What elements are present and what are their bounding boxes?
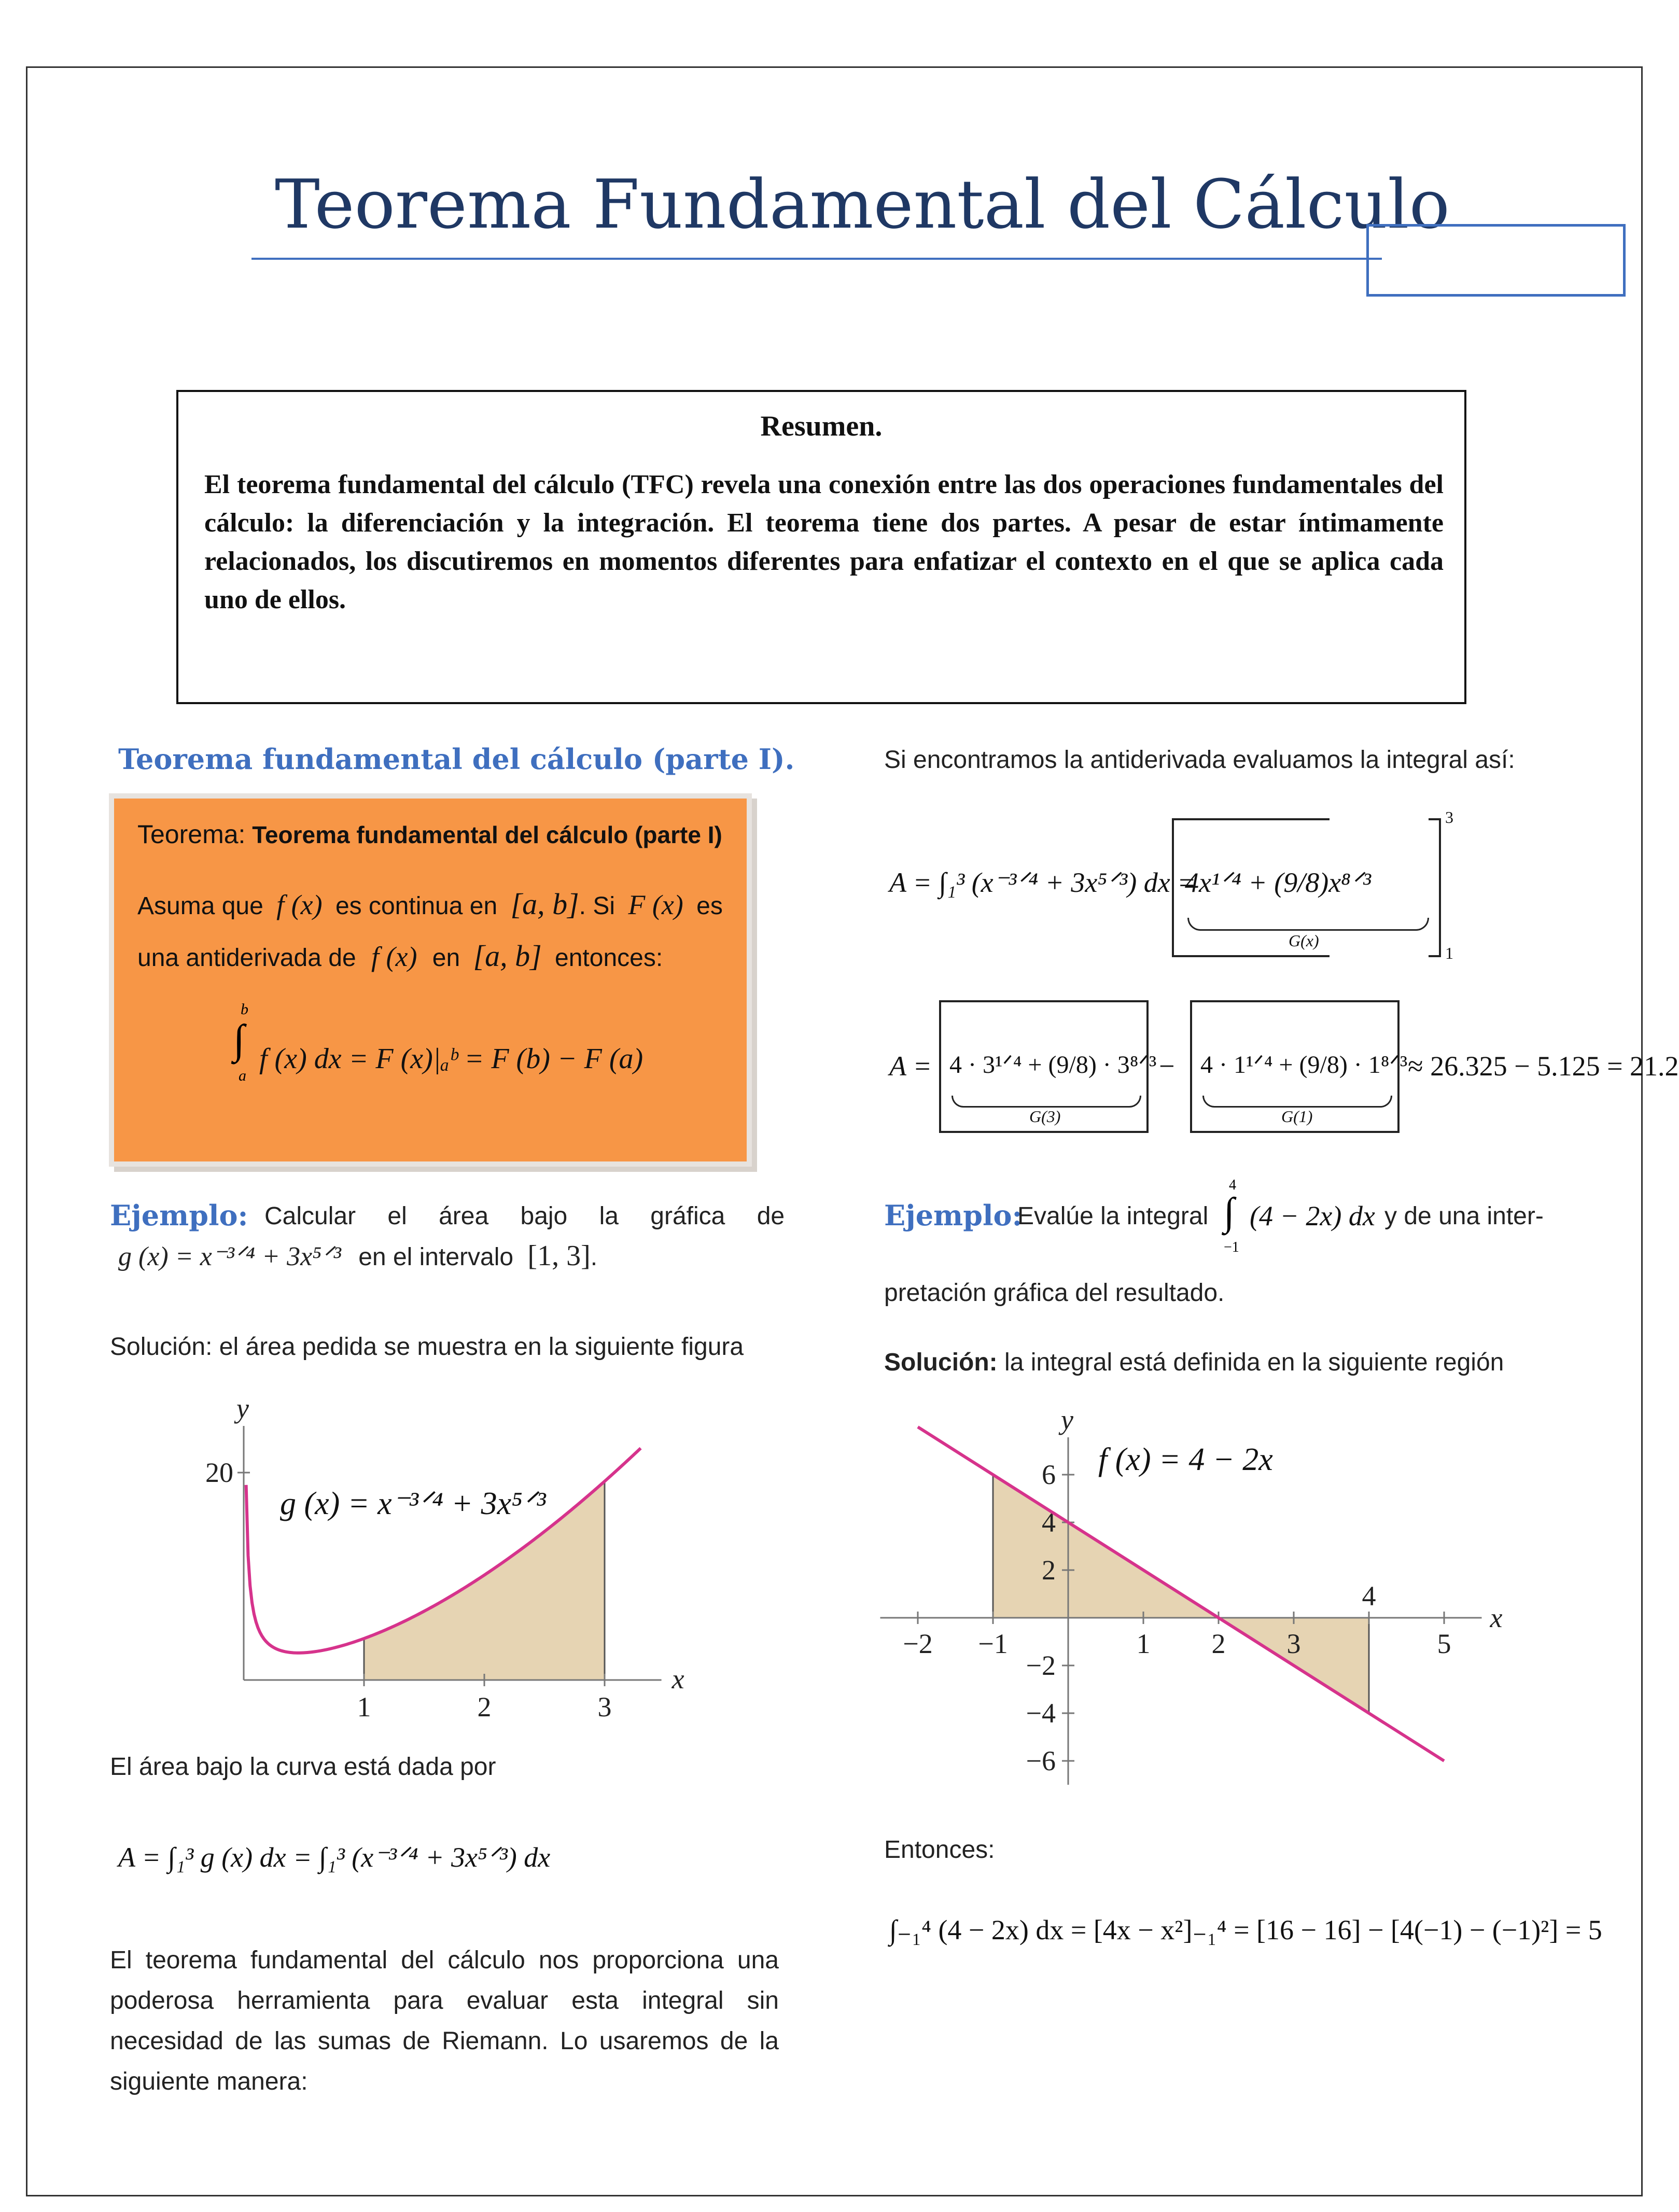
chart-area-under-curve [187, 1359, 684, 1732]
theorem-name: Teorema fundamental del cálculo (parte I) [252, 821, 722, 848]
x-tick-label: 2 [1211, 1628, 1226, 1659]
example1-text-b: en el intervalo [358, 1243, 514, 1271]
example2-text-c: pretación gráfica del resultado. [884, 1279, 1225, 1307]
example1-label: Ejemplo: [110, 1199, 248, 1232]
eq2-underbrace-G3 [952, 1096, 1141, 1108]
x-tick-label: 5 [1437, 1628, 1451, 1659]
theorem-line-1 [137, 887, 723, 921]
theorem-fx: f (x) [371, 941, 417, 972]
y-tick-label: −4 [1026, 1698, 1056, 1729]
eq2-G3-label: G(3) [1029, 1107, 1061, 1126]
example2-text-b: y de una inter- [1384, 1202, 1544, 1230]
x-tick-label: 1 [357, 1691, 371, 1723]
theorem-text: una antiderivada de [137, 944, 356, 972]
solution2-label: Solución: [884, 1349, 998, 1376]
theorem-Fx: F (x) [628, 889, 683, 920]
theorem-text: Asuma que [137, 892, 263, 920]
x-tick-label: −1 [978, 1628, 1008, 1659]
theorem-text: . Si [579, 892, 615, 920]
x-tick-label: 1 [1136, 1628, 1151, 1659]
theorem-fx: f (x) [276, 889, 323, 920]
x-tick-label: 3 [1286, 1628, 1301, 1659]
theorem-label: Teorema: [137, 820, 246, 849]
example1-text-c: . [590, 1243, 598, 1271]
theorem-text: en [432, 944, 460, 972]
limit-upper: 4 [1229, 1177, 1236, 1193]
example1-line2 [118, 1239, 597, 1272]
eq1-lower: 1 [1445, 944, 1453, 962]
theorem-formula: f (x) dx = F (x)|ₐᵇ = F (b) − F (a) [259, 1043, 643, 1075]
example2-text-a: Evalúe la integral [1017, 1202, 1209, 1230]
eq1-upper: 3 [1445, 808, 1453, 827]
eq2-lhs: A = [889, 1051, 932, 1082]
eq2 [889, 998, 1679, 1133]
eq1-G: 4x¹ᐟ⁴ + (9/8)x⁸ᐟ³ [1185, 867, 1371, 898]
y-tick-label: −6 [1026, 1745, 1056, 1776]
y-tick-label: 4 [1042, 1507, 1056, 1538]
theorem-text: entonces: [555, 944, 663, 972]
example2-label: Ejemplo: [884, 1199, 1023, 1232]
theorem-interval: [a, b] [510, 887, 579, 921]
y-tick-label: 20 [205, 1457, 233, 1488]
example1-interval: [1, 3] [527, 1240, 591, 1272]
solution2-line [884, 1348, 1504, 1377]
eq2-minus: − [1159, 1051, 1175, 1082]
abstract-body: El teorema fundamental del cálculo (TFC) revela una conexión entre las dos operaciones fundamentales del cálculo: la diferenciación y la integración. El teorema tiene dos partes. A pesar de estar íntimamente relacionados, los discutiremos en momentos diferentes para enfatizar el contexto en el que se aplica cada uno de ellos. [204, 470, 1444, 614]
function-label: g (x) = x⁻³ᐟ⁴ + 3x⁵ᐟ³ [280, 1486, 546, 1521]
limit-lower: −1 [1224, 1239, 1239, 1255]
theorem-text: es continua en [335, 892, 498, 920]
then-text: Entonces: [884, 1836, 995, 1864]
abstract-heading: Resumen. [760, 410, 883, 442]
example2-integrand: (4 − 2x) dx [1250, 1200, 1375, 1231]
eq1 [889, 808, 1615, 970]
y-tick-label: 6 [1042, 1459, 1056, 1490]
theorem-line-2 [137, 939, 663, 973]
area-text: El área bajo la curva está dada por [110, 1753, 496, 1781]
example1-text-a: Calcular el área bajo la gráfica de [264, 1202, 785, 1230]
y-tick-label: −2 [1026, 1650, 1056, 1681]
eq1-underbrace [1187, 918, 1429, 931]
example1-gfunc: g (x) = x⁻³ᐟ⁴ + 3x⁵ᐟ³ [118, 1242, 341, 1271]
eq2-G1: 4 · 1¹ᐟ⁴ + (9/8) · 1⁸ᐟ³ [1200, 1051, 1408, 1079]
eq1-bracket-right [1429, 818, 1441, 957]
x-tick-label: 2 [477, 1691, 492, 1723]
x-tick-label: −2 [903, 1628, 933, 1659]
limit-upper: b [241, 1001, 248, 1018]
chart-linear-function [882, 1390, 1514, 1794]
section-heading: Teorema fundamental del cálculo (parte I). [118, 743, 795, 776]
theorem-text: es [696, 892, 723, 920]
x-axis-label: x [1490, 1602, 1503, 1633]
eq2-G1-label: G(1) [1281, 1107, 1313, 1126]
y-axis-label: y [1061, 1404, 1073, 1435]
example2-integral-sign: 4 ∫ −1 [1224, 1177, 1239, 1255]
eq2-underbrace-G1 [1202, 1096, 1392, 1108]
eq2-G3: 4 · 3¹ᐟ⁴ + (9/8) · 3⁸ᐟ³ [949, 1051, 1157, 1079]
theorem-integral-sign: b ∫ a [233, 1001, 248, 1084]
solution1-text: Solución: el área pedida se muestra en la siguiente figura [110, 1333, 744, 1361]
x-tick-label-above: 4 [1362, 1580, 1376, 1612]
right-intro: Si encontramos la antiderivada evaluamos la integral así: [884, 746, 1515, 774]
eq1-lhs: A = ∫₁³ (x⁻³ᐟ⁴ + 3x⁵ᐟ³) dx = [889, 867, 1196, 898]
abstract-box [176, 390, 1466, 704]
x-tick-label: 3 [597, 1691, 612, 1723]
theorem-interval: [a, b] [473, 939, 542, 973]
eq1-G-label: G(x) [1289, 931, 1319, 950]
title-underline [251, 258, 1382, 260]
limit-lower: a [239, 1067, 246, 1084]
final-formula: ∫₋₁⁴ (4 − 2x) dx = [4x − x²]₋₁⁴ = [16 − 16] − [4(−1) − (−1)²] = 5 [889, 1914, 1602, 1945]
y-tick-label: 2 [1042, 1555, 1056, 1586]
area-formula: A = ∫₁³ g (x) dx = ∫₁³ (x⁻³ᐟ⁴ + 3x⁵ᐟ³) dx [118, 1842, 551, 1873]
y-axis-label: y [236, 1393, 249, 1424]
x-axis-label: x [671, 1663, 684, 1695]
function-label: f (x) = 4 − 2x [1098, 1441, 1273, 1477]
title-decor-box [1366, 224, 1626, 297]
theorem-title [137, 819, 722, 849]
paragraph-tfc: El teorema fundamental del cálculo nos proporciona una poderosa herramienta para evaluar esta integral sin necesidad de las sumas de Riemann. Lo usaremos de la siguiente manera: [110, 1947, 779, 2095]
example1-text [264, 1202, 785, 1230]
page-title: Teorema Fundamental del Cálculo [275, 165, 1450, 244]
solution2-text: la integral está definida en la siguiente región [1004, 1349, 1504, 1376]
theorem-box [109, 793, 752, 1167]
eq2-result: ≈ 26.325 − 5.125 = 21.2 [1408, 1051, 1679, 1082]
